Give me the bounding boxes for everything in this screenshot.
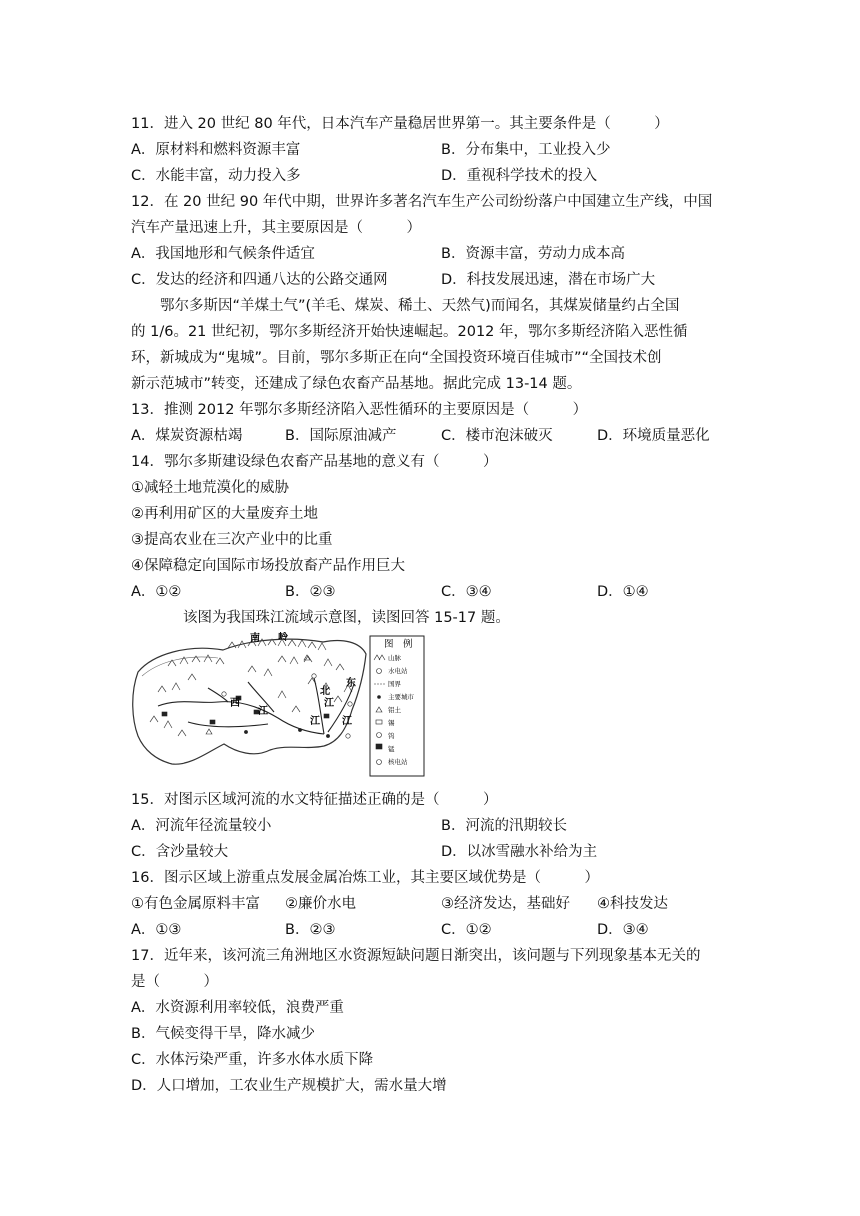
legend-manganese-icon [376,744,382,749]
q13-option-c: C．楼市泡沫破灭 [441,428,553,444]
legend-label-hydropower: 水电站 [388,667,408,675]
map-label-dong-1: 东 [346,678,356,689]
q17-stem-line1: 17．近年来，该河流三角洲地区水资源短缺问题日渐突出，该问题与下列现象基本无关的 [131,948,701,964]
map-label-xi-2: 江 [258,706,268,717]
q13-option-d: D．环境质量恶化 [597,428,710,444]
map-label-bei-1: 北 [320,686,330,697]
q16-option-b: B．②③ [285,922,336,938]
q16-option-c: C．①② [441,922,492,938]
q11-option-b: B．分布集中，工业投入少 [441,142,611,158]
map-legend [370,636,424,776]
q14-item-4: ④保障稳定向国际市场投放畜产品作用巨大 [131,558,405,574]
legend-label-city: 主要城市 [388,693,414,701]
legend-label-mountain: 山脉 [388,654,401,662]
legend-label-manganese: 锰 [388,745,395,753]
legend-label-tungsten: 钨 [388,732,395,740]
passage-line1: 鄂尔多斯因“羊煤土气”(羊毛、煤炭、稀土、天然气)而闻名，其煤炭储量约占全国 [160,298,680,314]
q12-stem-line1: 12．在 20 世纪 90 年代中期，世界许多著名汽车生产公司纷纷落户中国建立生产线，中国 [131,194,713,210]
q16-option-d: D．③④ [597,922,649,938]
q16-stem: 16．图示区域上游重点发展金属冶炼工业，其主要区域优势是（ ） [131,870,599,886]
q14-item-3: ③提高农业在三次产业中的比重 [131,532,333,548]
q17-option-c: C．水体污染严重，许多水体水质下降 [131,1052,374,1068]
passage-line3: 环，新城成为“鬼城”。目前，鄂尔多斯正在向“全国投资环境百佳城市”“全国技术创 [131,350,662,366]
q12-option-b: B．资源丰富，劳动力成本高 [441,246,625,262]
q15-option-d: D．以冰雪融水补给为主 [441,844,598,860]
q13-option-a: A．煤炭资源枯竭 [131,428,243,444]
q12-option-d: D．科技发展迅速，潜在市场广大 [441,272,656,288]
q14-item-1: ①减轻土地荒漠化的威胁 [131,480,289,496]
q16-item-2: ②廉价水电 [285,896,356,912]
q17-option-b: B．气候变得干旱，降水减少 [131,1026,315,1042]
q14-stem: 14．鄂尔多斯建设绿色农畜产品基地的意义有（ ） [131,454,498,470]
legend-label-nuclear: 核电站 [388,758,408,766]
map-label-bei-2: 江 [324,698,334,709]
q11-option-d: D．重视科学技术的投入 [441,168,598,184]
q16-option-a: A．①③ [131,922,182,938]
q14-option-d: D．①④ [597,584,649,600]
q11-option-c: C．水能丰富，动力投入多 [131,168,301,184]
basin-outline [133,639,366,764]
q12-stem-line2: 汽车产量迅速上升，其主要原因是（ ） [131,220,421,236]
map-label-range-2: 岭 [278,632,288,643]
q15-stem: 15．对图示区域河流的水文特征描述正确的是（ ） [131,792,498,808]
map-label-dong-2: 江 [342,716,352,727]
q14-option-a: A．①② [131,584,182,600]
legend-label-bauxite: 铝土 [388,706,401,714]
q15-option-a: A．河流年径流量较小 [131,818,272,834]
q16-item-3: ③经济发达，基础好 [441,896,570,912]
q15-option-c: C．含沙量较大 [131,844,229,860]
q12-option-a: A．我国地形和气候条件适宜 [131,246,315,262]
legend-label-border: 国界 [388,680,401,688]
map-label-range-1: 南 [250,633,260,644]
passage-line2: 的 1/6。21 世纪初，鄂尔多斯经济开始快速崛起。2012 年，鄂尔多斯经济陷入恶性循 [131,324,688,340]
q17-option-a: A．水资源利用率较低，浪费严重 [131,1000,344,1016]
legend-title: 图 例 [384,639,413,650]
q11-stem: 11．进入 20 世纪 80 年代，日本汽车产量稳居世界第一。其主要条件是（ ） [131,116,669,132]
legend-label-tin: 锡 [388,719,395,727]
q13-stem: 13．推测 2012 年鄂尔多斯经济陷入恶性循环的主要原因是（ ） [131,402,588,418]
q15-option-b: B．河流的汛期较长 [441,818,567,834]
q13-option-b: B．国际原油减产 [285,428,397,444]
q14-option-b: B．②③ [285,584,336,600]
q17-option-d: D．人口增加，工农业生产规模扩大，需水量大增 [131,1078,447,1094]
map-label-zhu: 江 [310,716,320,727]
q12-option-c: C．发达的经济和四通八达的公路交通网 [131,272,388,288]
q11-option-a: A．原材料和燃料资源丰富 [131,142,301,158]
pearl-river-basin-map [128,632,428,778]
map-label-xi-1: 西 [230,698,240,709]
map-intro: 该图为我国珠江流域示意图，读图回答 15-17 题。 [183,610,510,626]
legend-city-icon [378,696,381,699]
q16-item-1: ①有色金属原料丰富 [131,896,260,912]
q17-stem-line2: 是（ ） [131,974,218,990]
q14-option-c: C．③④ [441,584,492,600]
passage-line4: 新示范城市”转变，还建成了绿色农畜产品基地。据此完成 13-14 题。 [131,376,582,392]
q16-item-4: ④科技发达 [597,896,668,912]
q14-item-2: ②再利用矿区的大量废弃土地 [131,506,318,522]
